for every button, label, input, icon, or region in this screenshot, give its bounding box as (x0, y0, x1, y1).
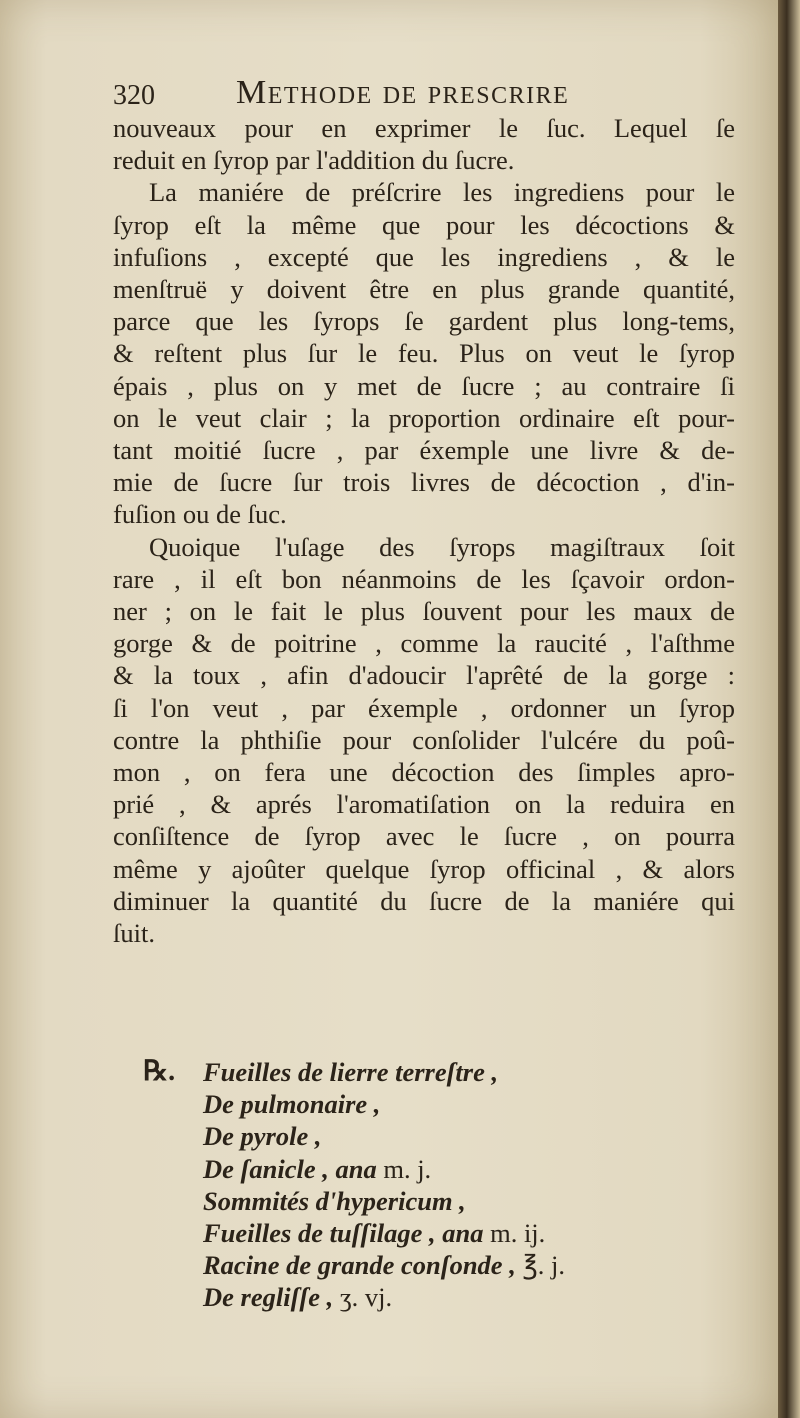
recipe-item-name: De pulmonaire , (203, 1089, 381, 1120)
recipe-item (113, 1217, 673, 1249)
recipe-item-name: De pyrole , (203, 1121, 322, 1152)
recipe-item-name: Fueilles de tuſſilage , ana (203, 1218, 484, 1249)
text-line: ſi l'on veut , par éxemple , ordonner un ſyrop (113, 692, 735, 723)
text-line: conſiſtence de ſyrop avec le ſucre , on pourra (113, 821, 735, 852)
text-line: ſuit. (113, 918, 155, 949)
text-line: parce que les ſyrops ſe gardent plus long-tems, (113, 306, 735, 337)
recipe-item-name: De ſanicle , ana (203, 1153, 377, 1184)
text-line: même y ajoûter quelque ſyrop officinal , & alors (113, 853, 735, 884)
recipe-item-quantity: ʒ. vj. (333, 1282, 393, 1313)
text-line: mon , on fera une décoction des ſimples apro- (113, 757, 735, 788)
text-line: on le veut clair ; la proportion ordinaire eſt pour- (113, 402, 735, 433)
recipe-item-name: Sommités d'hypericum , (203, 1185, 466, 1216)
running-head: Methode de prescrire (236, 74, 570, 111)
text-line: infuſions , excepté que les ingrediens , & le (113, 241, 735, 272)
text-line: ner ; on le fait le plus ſouvent pour les maux de (113, 596, 735, 627)
text-line: La maniére de préſcrire les ingrediens pour le (149, 177, 735, 208)
page-header (113, 74, 673, 114)
text-line: fuſion ou de ſuc. (113, 499, 287, 530)
recipe-items (113, 1056, 673, 1314)
text-line: ſyrop eſt la même que pour les décoctions & (113, 209, 735, 240)
book-spine-edge (778, 0, 800, 1418)
recipe-item (113, 1185, 673, 1217)
text-line: gorge & de poitrine , comme la raucité , l'aſthme (113, 628, 735, 659)
text-line: menſtruë y doivent être en plus grande quantité, (113, 274, 735, 305)
page-number: 320 (113, 80, 155, 111)
recipe-item (113, 1281, 673, 1313)
text-line: prié , & aprés l'aromatiſation on la reduira en (113, 789, 735, 820)
text-line: & la toux , afin d'adoucir l'aprêté de la gorge : (113, 660, 735, 691)
recipe-item-quantity: m. j. (376, 1153, 432, 1184)
recipe-item-name: Racine de grande conſonde , (203, 1250, 516, 1281)
recipe-symbol: ℞. (143, 1056, 176, 1087)
recipe-item (113, 1056, 673, 1088)
text-line: reduit en ſyrop par l'addition du ſucre. (113, 145, 515, 176)
recipe-item-quantity: m. ij. (483, 1218, 546, 1249)
text-line: tant moitié ſucre , par éxemple une livre & de- (113, 435, 735, 466)
recipe-item (113, 1120, 673, 1152)
text-line: mie de ſucre ſur trois livres de décoction , d'in- (113, 467, 735, 498)
text-line: Quoique l'uſage des ſyrops magiſtraux ſoit (149, 531, 735, 562)
recipe-item (113, 1249, 673, 1281)
recipe-item-name: Fueilles de lierre terreſtre , (203, 1057, 499, 1087)
recipe-item (113, 1088, 673, 1120)
text-line: rare , il eſt bon néanmoins de les ſçavoir ordon- (113, 563, 735, 594)
text-line: & reſtent plus ſur le feu. Plus on veut le ſyrop (113, 338, 735, 369)
body-text (113, 112, 735, 949)
recipe-item-name: De regliſſe , (203, 1282, 334, 1313)
prescription-recipe (113, 1056, 673, 1314)
text-line: contre la phthiſie pour conſolider l'ulcére du poû- (113, 724, 735, 755)
text-line: diminuer la quantité du ſucre de la maniére qui (113, 885, 735, 916)
text-line: nouveaux pour en exprimer le ſuc. Lequel ſe (113, 113, 735, 143)
text-line: épais , plus on y met de ſucre ; au contraire ſi (113, 370, 735, 401)
recipe-item-quantity: ℥. j. (515, 1250, 565, 1281)
recipe-item (113, 1153, 673, 1185)
